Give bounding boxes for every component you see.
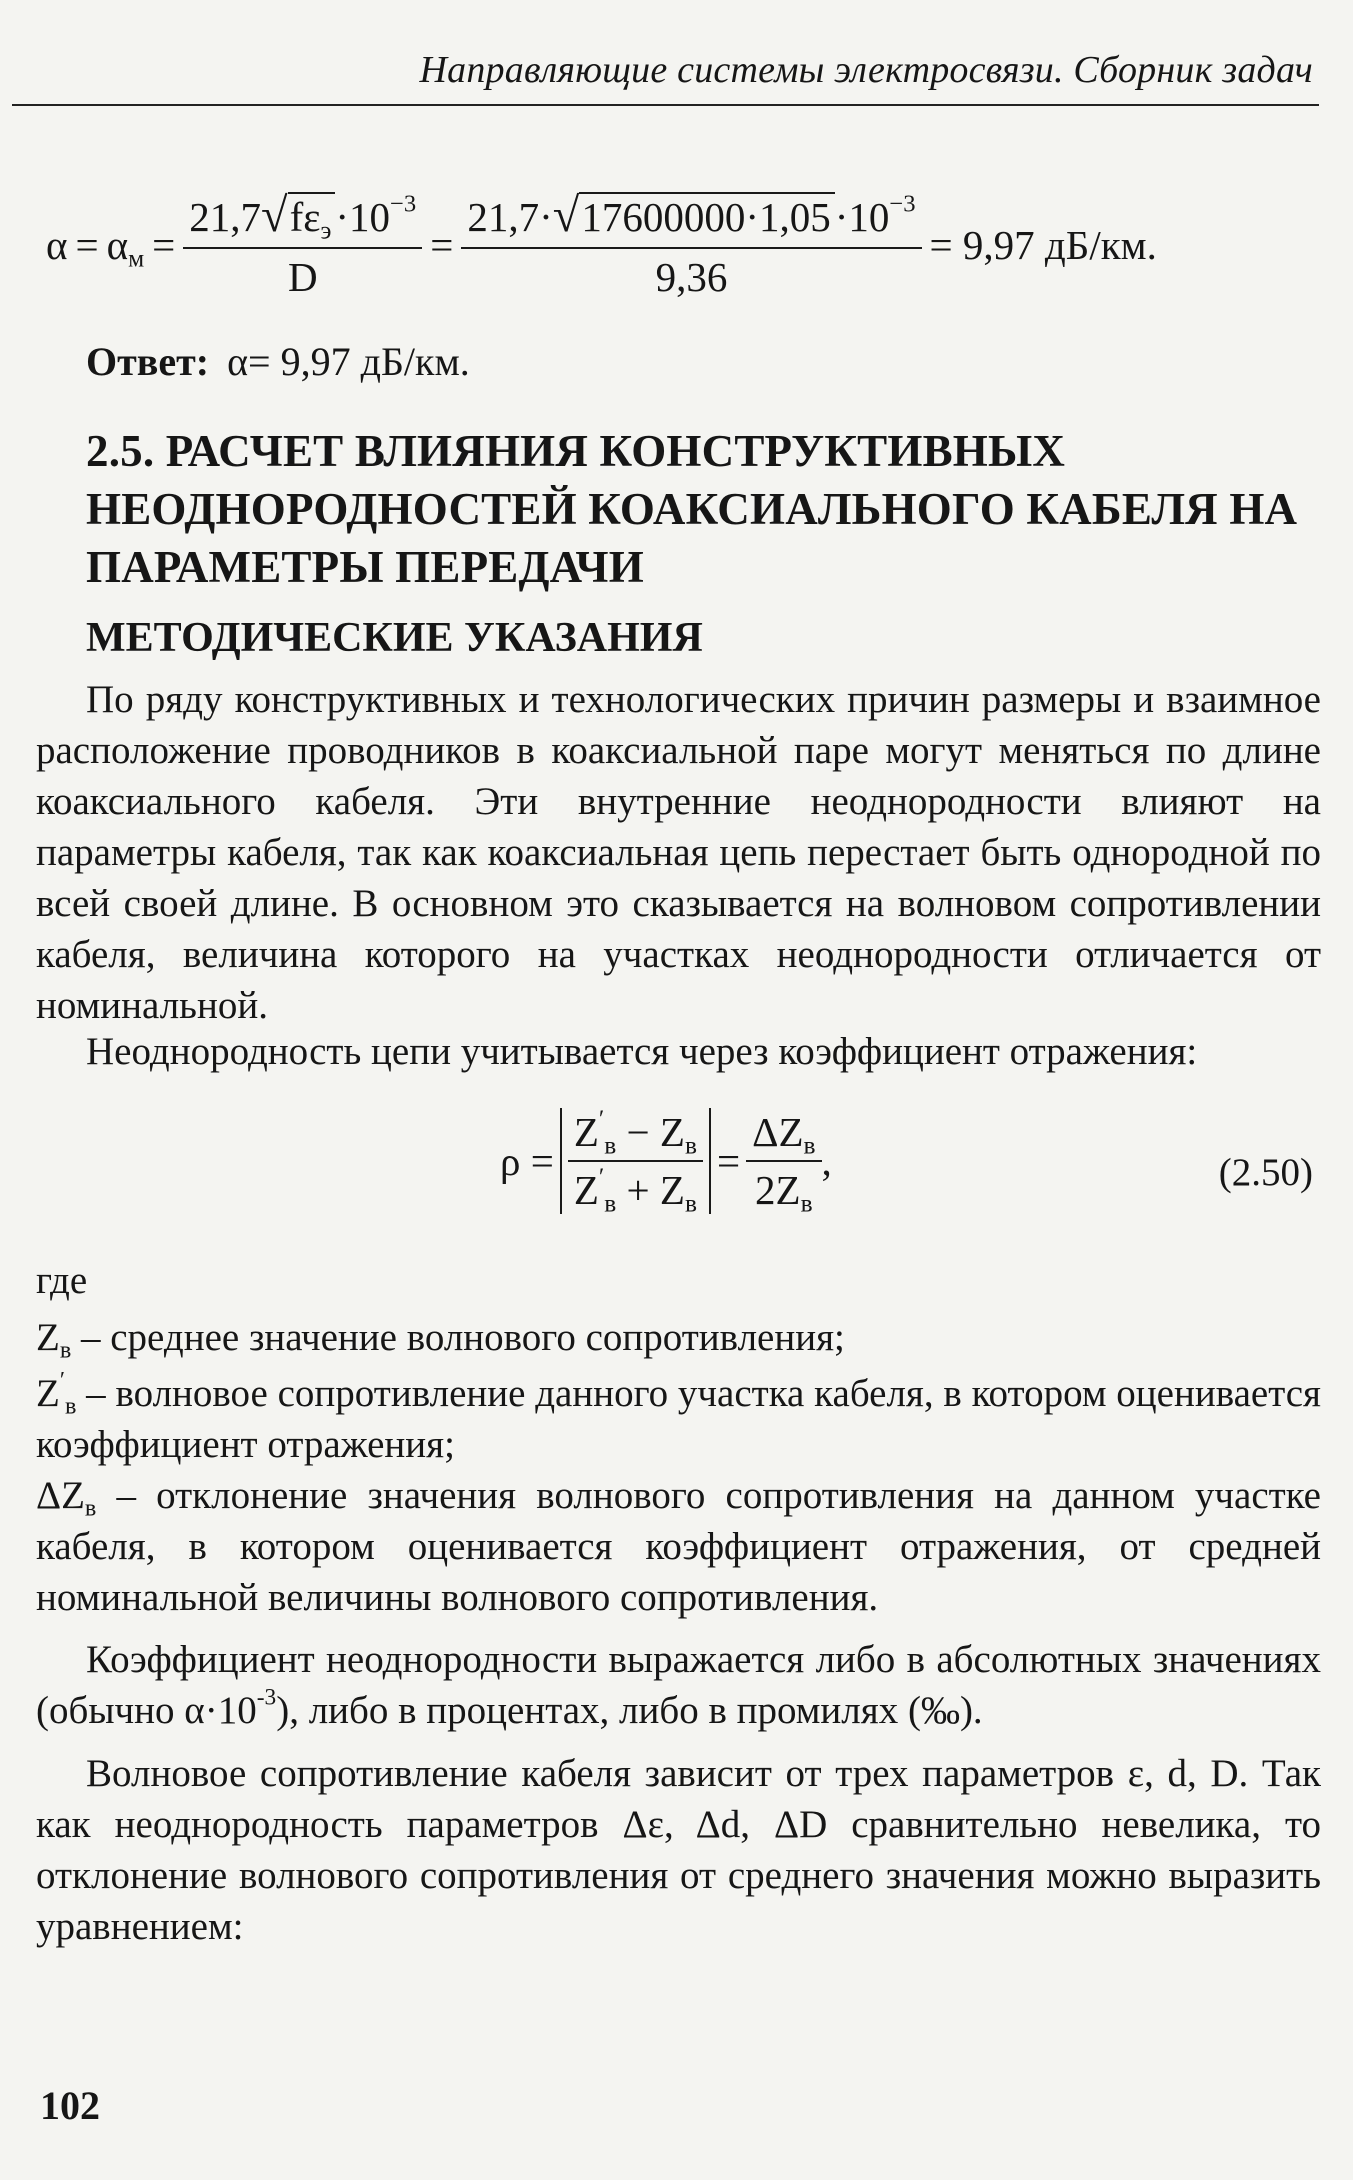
formula-alpha-fraction-1: $\frac{21,7√f\varepsilon_э\cdot 10^{-3}}{D}$ xyxy=(183,188,422,301)
symbol-z-avg: $Z_в$ xyxy=(36,1316,72,1364)
formula-alpha-fraction-2: $\frac{21,7\cdot√17600000\cdot 1,05\cdot 10^{-3}}{9,36}$ xyxy=(461,188,921,301)
equation-number: (2.50) xyxy=(1218,1151,1313,1194)
symbol-z-prime: $Z'_в$ xyxy=(36,1367,77,1420)
answer-line xyxy=(86,338,470,385)
formula-abs-value: $\frac{Z'_в - Z_в}{Z'_в + Z_в}$ xyxy=(560,1108,711,1214)
header-rule xyxy=(12,104,1319,106)
paragraph-4: Волновое сопротивление кабеля зависит от трех параметров ε, d, D. Так как неоднородность параметров Δε, Δd, ΔD сравнительно невелика, то отклонение волнового сопротивления от среднего значения можно выразить уравнением: xyxy=(36,1752,1321,1948)
equals-sign: = xyxy=(152,221,176,268)
where-word: где xyxy=(36,1259,88,1302)
section-title: 2.5. РАСЧЕТ ВЛИЯНИЯ КОНСТРУКТИВНЫХ НЕОДНОРОДНОСТЕЙ КОАКСИАЛЬНОГО КАБЕЛЯ НА ПАРАМЕТРЫ ПЕРЕДАЧИ xyxy=(86,426,1298,592)
paragraph-1: По ряду конструктивных и технологических причин размеры и взаимное расположение проводников в коаксиальной паре могут меняться по длине коаксиального кабеля. Эти внутренние неоднородности влияют на параметры кабеля, так как коаксиальная цепь перестает быть однородной по всей своей длине. В основном это сказывается на волновом сопротивлении кабеля, величина которого на участках неоднородности отличается от номинальной. xyxy=(36,678,1321,1027)
answer-value: α= 9,97 дБ/км. xyxy=(227,339,470,384)
formula-alpha-lhs: α xyxy=(46,221,68,268)
equals-sign: = xyxy=(716,1138,741,1184)
formula-alpha-result: = 9,97 дБ/км. xyxy=(929,221,1157,268)
formula-2-50 xyxy=(500,1105,832,1218)
subheading: МЕТОДИЧЕСКИЕ УКАЗАНИЯ xyxy=(86,615,703,661)
definition-z-avg: $Z_в$ – среднее значение волнового сопротивления; xyxy=(36,1312,1321,1363)
formula-delta-fraction: $\frac{\Delta Z_в}{2Z_в}$ xyxy=(746,1108,821,1214)
equals-sign: = xyxy=(75,221,99,268)
symbol-delta-z: $\Delta Z_в$ xyxy=(36,1474,97,1522)
running-header: Направляющие системы электросвязи. Сборник задач xyxy=(419,49,1313,91)
page-number: 102 xyxy=(40,2083,100,2128)
definition-z-prime: $Z'_в$ – волновое сопротивление данного участка кабеля, в котором оценивается коэффициент отражения; xyxy=(36,1367,1321,1466)
paragraph-2: Неоднородность цепи учитывается через коэффициент отражения: xyxy=(86,1030,1198,1073)
definition-delta-z: $\Delta Z_в$ – отклонение значения волнового сопротивления на данном участке кабеля, в котором оценивается коэффициент отражения, от средней номинальной величины волнового сопротивления. xyxy=(36,1470,1321,1623)
formula-rho-lhs: ρ = xyxy=(500,1138,554,1184)
equals-sign: = xyxy=(430,221,454,268)
paragraph-3: Коэффициент неоднородности выражается либо в абсолютных значениях (обычно $\alpha\cdot 10^{-3}$), либо в процентах, либо в промилях (‰). xyxy=(36,1638,1321,1732)
formula-alpha-m: $\alpha_м$ xyxy=(106,221,145,273)
answer-label: Ответ: xyxy=(86,339,210,384)
formula-alpha xyxy=(46,188,1165,301)
formula-comma: , xyxy=(821,1138,832,1184)
